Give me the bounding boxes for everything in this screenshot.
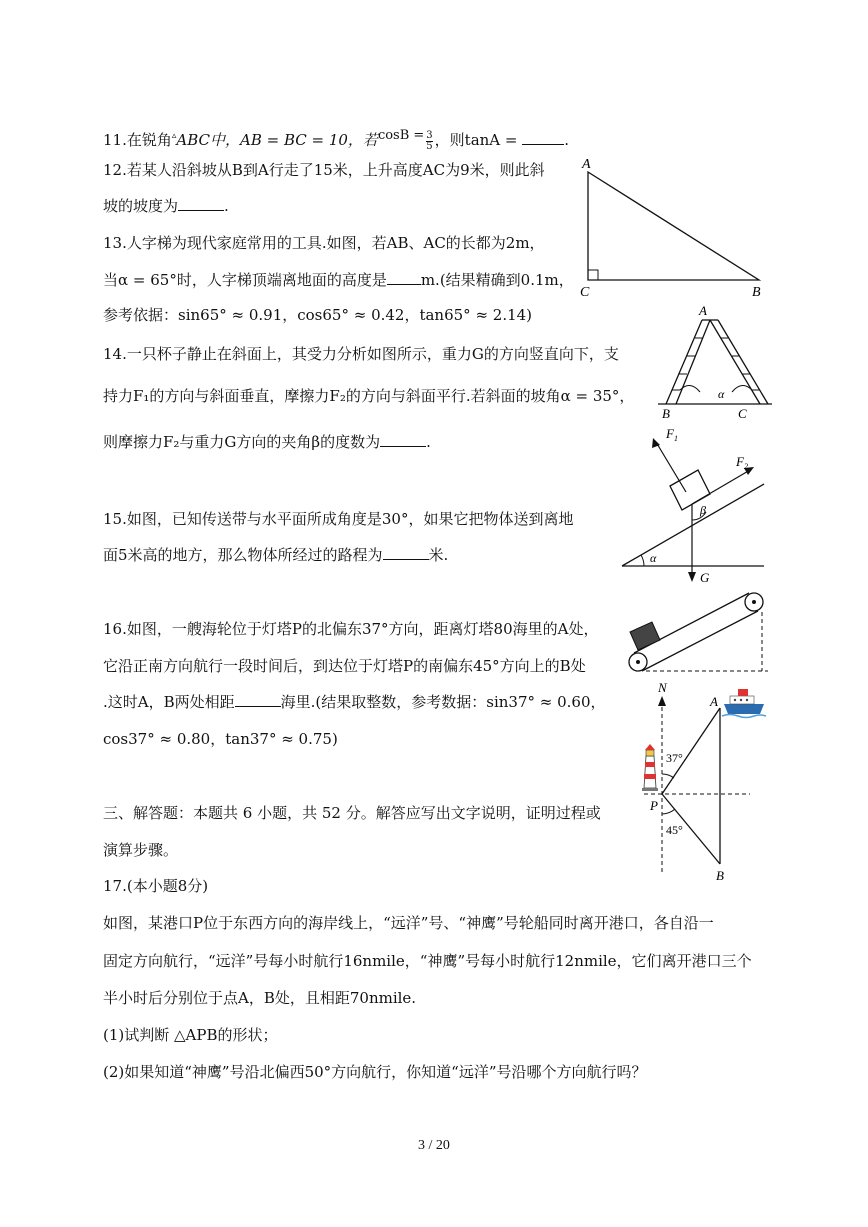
nav-label-N: N bbox=[658, 680, 667, 695]
q17-line-3: 半小时后分别位于点A，B处，且相距70nmile. bbox=[103, 989, 417, 1007]
ladder-label-alpha: α bbox=[718, 387, 725, 401]
q11-fraction bbox=[426, 131, 432, 152]
lighthouse-icon bbox=[642, 744, 658, 791]
right-triangle-figure bbox=[574, 152, 774, 302]
q16-line-2: 它沿正南方向航行一段时间后，到达位于灯塔P的南偏东45°方向上的B处 bbox=[103, 657, 586, 675]
nav-angle-45: 45° bbox=[666, 823, 683, 837]
nav-angle-37: 37° bbox=[666, 751, 683, 765]
force-label-F2: $F_2$ bbox=[736, 454, 748, 471]
ladder-figure bbox=[652, 300, 772, 422]
ladder-label-C: C bbox=[738, 406, 747, 421]
nav-label-A: A bbox=[710, 694, 718, 709]
q11-den: 5 bbox=[426, 140, 433, 152]
q12-text-b: . bbox=[224, 197, 229, 215]
force-diagram-figure bbox=[620, 418, 770, 588]
ladder-label-A: A bbox=[699, 303, 707, 318]
q11-cos: cosB = bbox=[377, 128, 425, 143]
q17-line-1: 如图，某港口P位于东西方向的海岸线上，“远洋”号、“神鹰”号轮船同时离开港口，各自沿一 bbox=[103, 914, 714, 932]
q11-text-a: 11.在锐角 bbox=[103, 131, 172, 149]
answer-blank-12[interactable] bbox=[178, 196, 224, 211]
answer-blank-13[interactable] bbox=[387, 270, 421, 285]
q16-line-4: cos37° ≈ 0.80，tan37° ≈ 0.75) bbox=[103, 730, 338, 748]
q11-text-d: . bbox=[564, 131, 570, 149]
force-label-G: G bbox=[700, 570, 710, 585]
q17-head: 17.(本小题8分) bbox=[103, 877, 209, 895]
q15-line-2 bbox=[103, 545, 448, 565]
nav-label-P: P bbox=[650, 798, 658, 813]
q13-text-b: m.(结果精确到0.1m， bbox=[420, 271, 574, 289]
q13-line-3: 参考依据：sin65° ≈ 0.91，cos65° ≈ 0.42，tan65° ≈ 2.14) bbox=[103, 306, 533, 324]
q14-text-a: 则摩擦力F₂与重力G方向的夹角β的度数为 bbox=[103, 433, 381, 451]
q12-line-2 bbox=[103, 196, 229, 216]
nav-label-B: B bbox=[716, 868, 724, 883]
q17-line-2: 固定方向航行，“远洋”号每小时航行16nmile，“神鹰”号每小时航行12nmile，它们离开港口三个 bbox=[103, 952, 752, 970]
section-3-line-2: 演算步骤。 bbox=[103, 841, 179, 859]
conveyor-figure bbox=[622, 588, 772, 678]
force-label-beta: β bbox=[700, 503, 706, 517]
answer-blank-14[interactable] bbox=[380, 432, 426, 447]
q11-text-c: ，则tanA = bbox=[434, 131, 518, 149]
answer-blank-16[interactable] bbox=[235, 692, 281, 707]
q14-text-b: . bbox=[426, 433, 431, 451]
answer-blank-11[interactable] bbox=[522, 130, 564, 145]
navigation-figure bbox=[620, 676, 770, 884]
ladder-label-B: B bbox=[662, 406, 670, 421]
q16-line-1: 16.如图，一艘海轮位于灯塔P的北偏东37°方向，距离灯塔80海里的A处， bbox=[103, 620, 599, 638]
ship-icon bbox=[722, 689, 766, 718]
page-number: 3 / 20 bbox=[418, 1138, 450, 1153]
q11-text-b: ABC中，AB = BC = 10，若 bbox=[176, 131, 378, 149]
q16-text-a: .这时A，B两处相距 bbox=[103, 693, 235, 711]
q13-text-a: 当α = 65°时，人字梯顶端离地面的高度是 bbox=[103, 271, 387, 289]
q13-line-1: 13.人字梯为现代家庭常用的工具.如图，若AB、AC的长都为2m， bbox=[103, 234, 545, 252]
q15-text-a: 面5米高的地方，那么物体所经过的路程为 bbox=[103, 546, 383, 564]
label-B: B bbox=[752, 285, 761, 300]
q14-line-2: 持力F₁的方向与斜面垂直，摩擦力F₂的方向与斜面平行.若斜面的坡角α = 35°， bbox=[103, 387, 635, 405]
q11-num: 3 bbox=[426, 129, 433, 141]
label-A: A bbox=[582, 157, 591, 172]
section-3-line-1: 三、解答题：本题共 6 小题，共 52 分。解答应写出文字说明，证明过程或 bbox=[103, 804, 601, 822]
q16-line-3 bbox=[103, 692, 606, 712]
q16-text-b: 海里.(结果取整数，参考数据：sin37° ≈ 0.60， bbox=[280, 693, 606, 711]
force-label-alpha: α bbox=[650, 551, 657, 565]
q15-line-1: 15.如图，已知传送带与水平面所成角度是30°，如果它把物体送到离地 bbox=[103, 510, 574, 528]
q17-part-2: (2)如果知道“神鹰”号沿北偏西50°方向航行，你知道“远洋”号沿哪个方向航行吗？ bbox=[103, 1063, 647, 1081]
q12-text-a: 坡的坡度为 bbox=[103, 197, 179, 215]
q13-line-2 bbox=[103, 270, 574, 290]
q14-line-3 bbox=[103, 432, 431, 452]
label-C: C bbox=[580, 285, 590, 300]
q14-line-1: 14.一只杯子静止在斜面上，其受力分析如图所示，重力G的方向竖直向下，支 bbox=[103, 345, 619, 363]
answer-blank-15[interactable] bbox=[383, 545, 429, 560]
q15-text-b: 米. bbox=[428, 546, 449, 564]
q12-line-1: 12.若某人沿斜坡从B到A行走了15米，上升高度AC为9米，则此斜 bbox=[103, 161, 545, 179]
q17-part-1: (1)试判断 △APB的形状； bbox=[103, 1026, 278, 1044]
question-11: 11.在锐角▵ABC中，AB = BC = 10，若cosB = $\frac{3}{5}$ ，则tanA = . bbox=[103, 128, 570, 152]
force-label-F1: $F_1$ bbox=[666, 426, 678, 443]
